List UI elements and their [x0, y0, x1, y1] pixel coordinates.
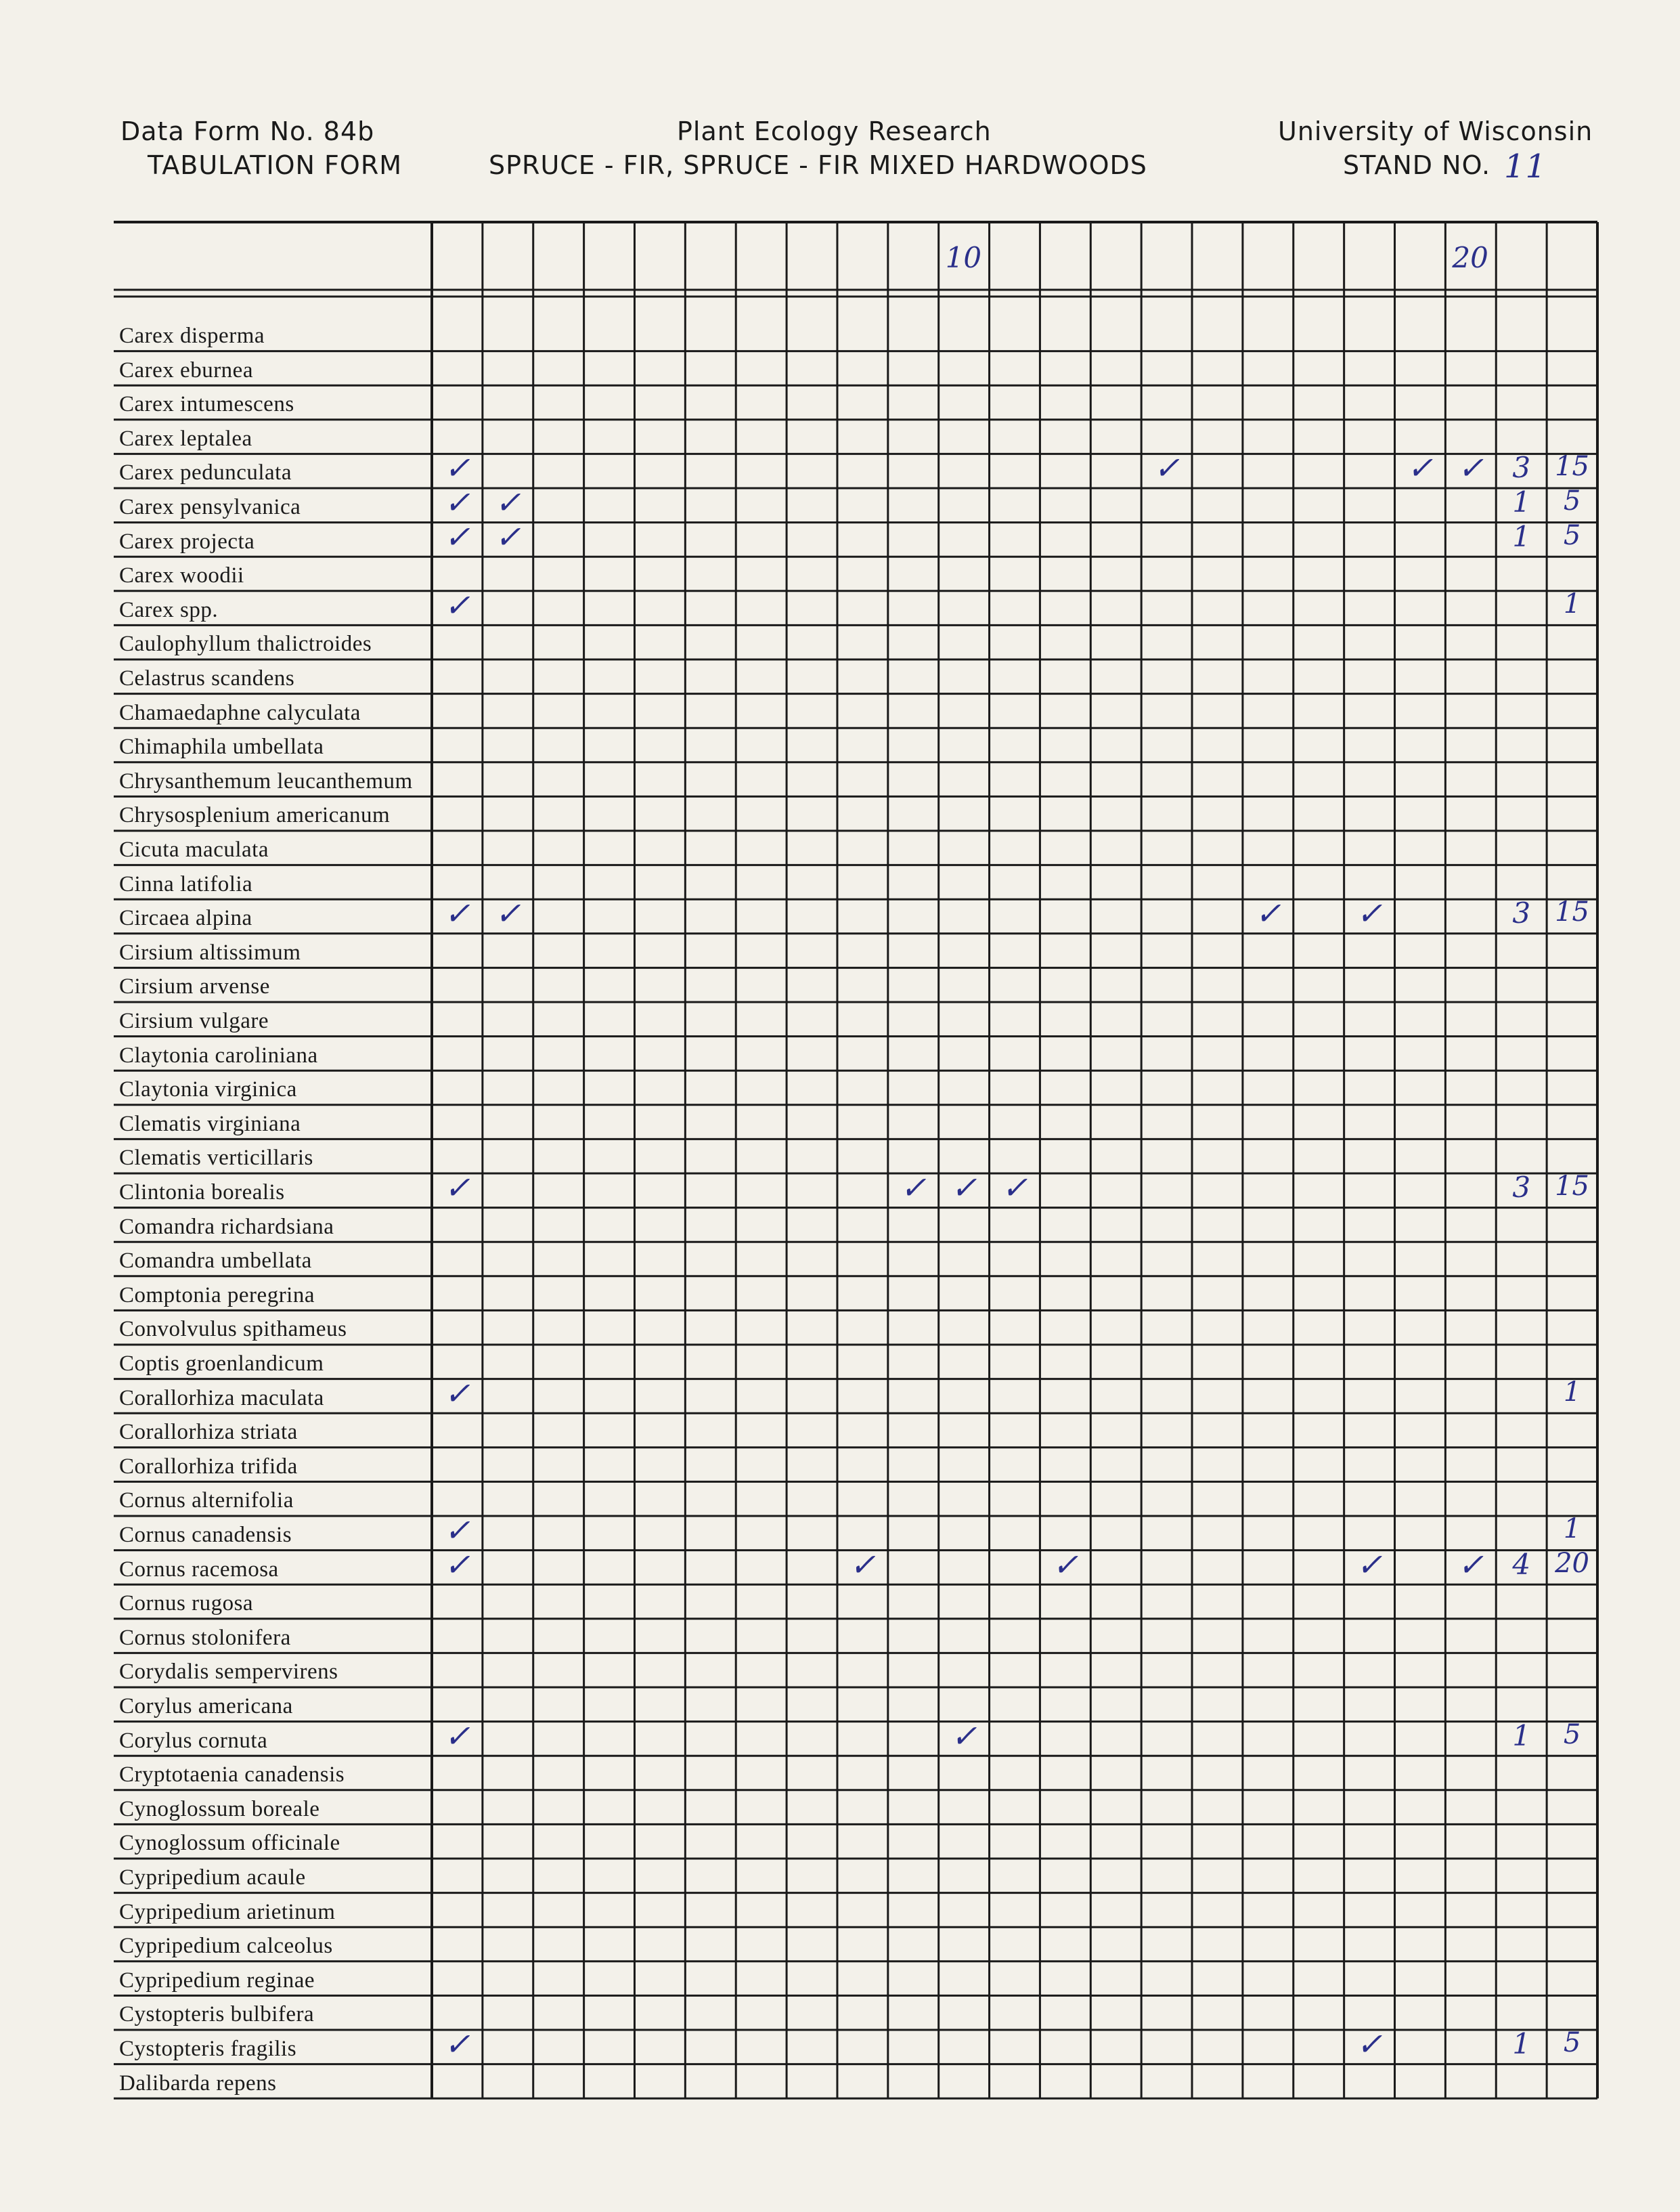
- species-label: Carex intumescens: [119, 392, 294, 417]
- species-label: Corylus americana: [119, 1694, 293, 1718]
- species-label: Coptis groenlandicum: [119, 1351, 324, 1376]
- presence-check: ✓: [1407, 450, 1434, 487]
- species-label: Carex woodii: [119, 563, 244, 588]
- frequency-value: 1: [1563, 588, 1581, 620]
- species-label: Comptonia peregrina: [119, 1282, 315, 1307]
- presence-check: ✓: [444, 1169, 470, 1206]
- quadrat-count: 1: [1512, 485, 1531, 519]
- species-label: Cypripedium calceolus: [119, 1934, 333, 1959]
- species-label: Cynoglossum boreale: [119, 1796, 320, 1821]
- stand-number: 11: [1504, 148, 1547, 186]
- presence-check: ✓: [444, 484, 470, 521]
- frequency-value: 20: [1555, 1547, 1589, 1579]
- species-label: Corylus cornuta: [119, 1728, 268, 1753]
- species-label: Carex projecta: [119, 529, 255, 554]
- quadrat-count: 3: [1512, 896, 1531, 930]
- species-label: Carex pedunculata: [119, 460, 292, 485]
- species-label: Cirsium altissimum: [119, 940, 301, 965]
- presence-check: ✓: [444, 895, 470, 932]
- presence-check: ✓: [495, 484, 521, 521]
- species-label: Circaea alpina: [119, 906, 252, 931]
- quadrat-count: 1: [1512, 519, 1531, 553]
- species-label: Cornus canadensis: [119, 1523, 292, 1547]
- species-label: Comandra umbellata: [119, 1249, 312, 1274]
- presence-check: ✓: [444, 1512, 470, 1548]
- presence-check: ✓: [950, 1717, 977, 1754]
- presence-check: ✓: [1356, 2026, 1383, 2062]
- species-label: Chimaphila umbellata: [119, 735, 324, 760]
- presence-check: ✓: [495, 518, 521, 555]
- species-label: Cinna latifolia: [119, 871, 253, 896]
- presence-check: ✓: [849, 1546, 876, 1583]
- species-label: Chrysanthemum leucanthemum: [119, 768, 413, 794]
- species-label: Cirsium arvense: [119, 974, 270, 999]
- species-label: Convolvulus spithameus: [119, 1317, 347, 1342]
- quadrat-count: 3: [1512, 451, 1531, 485]
- quadrat-count: 3: [1512, 1171, 1531, 1204]
- frequency-value: 1: [1563, 1513, 1581, 1544]
- species-label: Cornus racemosa: [119, 1557, 279, 1582]
- species-label: Cypripedium reginae: [119, 1968, 315, 1993]
- species-label: Cicuta maculata: [119, 838, 269, 862]
- presence-check: ✓: [1001, 1169, 1028, 1206]
- species-label: Clematis virginiana: [119, 1111, 301, 1136]
- presence-check: ✓: [495, 895, 521, 932]
- species-label: Claytonia caroliniana: [119, 1043, 318, 1068]
- species-label: Corallorhiza maculata: [119, 1385, 324, 1410]
- species-label: Carex eburnea: [119, 357, 253, 383]
- species-label: Corallorhiza trifida: [119, 1454, 298, 1479]
- species-label: Celastrus scandens: [119, 666, 295, 691]
- species-label: Carex pensylvanica: [119, 495, 301, 519]
- research-title: Plant Ecology Research: [677, 116, 992, 146]
- frequency-value: 15: [1555, 1171, 1589, 1202]
- species-label: Cryptotaenia canadensis: [119, 1762, 345, 1787]
- species-label: Cirsium vulgare: [119, 1009, 269, 1033]
- presence-check: ✓: [1052, 1546, 1079, 1583]
- species-label: Caulophyllum thalictroides: [119, 632, 372, 657]
- species-label: Cornus alternifolia: [119, 1488, 294, 1513]
- frequency-value: 5: [1563, 1718, 1581, 1750]
- presence-check: ✓: [444, 518, 470, 555]
- quadrat-count: 1: [1512, 2027, 1531, 2060]
- presence-check: ✓: [444, 1374, 470, 1412]
- frequency-value: 5: [1563, 519, 1581, 551]
- column-number: 10: [945, 241, 982, 274]
- presence-check: ✓: [950, 1169, 977, 1206]
- species-label: Cornus rugosa: [119, 1591, 254, 1616]
- species-label: Cystopteris bulbifera: [119, 2002, 315, 2027]
- species-label: Comandra richardsiana: [119, 1214, 334, 1239]
- presence-check: ✓: [444, 1546, 470, 1583]
- species-label: Cornus stolonifera: [119, 1625, 291, 1650]
- species-label: Carex disperma: [119, 324, 265, 348]
- species-label: Clematis verticillaris: [119, 1146, 313, 1171]
- quadrat-count: 1: [1512, 1718, 1531, 1752]
- university-name: University of Wisconsin: [1278, 116, 1593, 146]
- species-label: Dalibarda repens: [119, 2070, 277, 2096]
- species-label: Cypripedium acaule: [119, 1865, 306, 1890]
- form-type: TABULATION FORM: [148, 150, 403, 180]
- presence-check: ✓: [444, 450, 470, 487]
- species-label: Cystopteris fragilis: [119, 2037, 297, 2061]
- frequency-value: 5: [1563, 485, 1581, 517]
- presence-check: ✓: [1153, 450, 1180, 487]
- species-label: Carex leptalea: [119, 426, 252, 451]
- species-label: Corallorhiza striata: [119, 1420, 298, 1445]
- species-label: Chamaedaphne calyculata: [119, 700, 361, 725]
- presence-check: ✓: [1457, 450, 1484, 487]
- species-label: Clintonia borealis: [119, 1180, 285, 1205]
- species-label: Cypripedium arietinum: [119, 1899, 336, 1924]
- presence-check: ✓: [444, 1717, 470, 1754]
- frequency-value: 1: [1563, 1376, 1581, 1408]
- column-number: 20: [1452, 241, 1488, 274]
- presence-check: ✓: [444, 586, 470, 624]
- presence-check: ✓: [1356, 1546, 1383, 1583]
- presence-check: ✓: [900, 1169, 927, 1206]
- presence-check: ✓: [444, 2026, 470, 2062]
- frequency-value: 15: [1555, 896, 1589, 928]
- form-subtitle: SPRUCE - FIR, SPRUCE - FIR MIXED HARDWOODS: [489, 150, 1147, 180]
- stand-label: STAND NO.: [1343, 150, 1491, 180]
- presence-check: ✓: [1255, 895, 1281, 932]
- frequency-value: 15: [1555, 451, 1589, 483]
- species-label: Claytonia virginica: [119, 1077, 297, 1102]
- species-label: Cynoglossum officinale: [119, 1831, 340, 1856]
- species-label: Corydalis sempervirens: [119, 1660, 338, 1685]
- quadrat-count: 4: [1512, 1547, 1531, 1581]
- frequency-value: 5: [1563, 2027, 1581, 2058]
- presence-check: ✓: [1457, 1546, 1484, 1583]
- species-label: Chrysosplenium americanum: [119, 803, 391, 828]
- form-number: Data Form No. 84b: [120, 116, 375, 146]
- species-label: Carex spp.: [119, 597, 219, 622]
- presence-check: ✓: [1356, 895, 1383, 932]
